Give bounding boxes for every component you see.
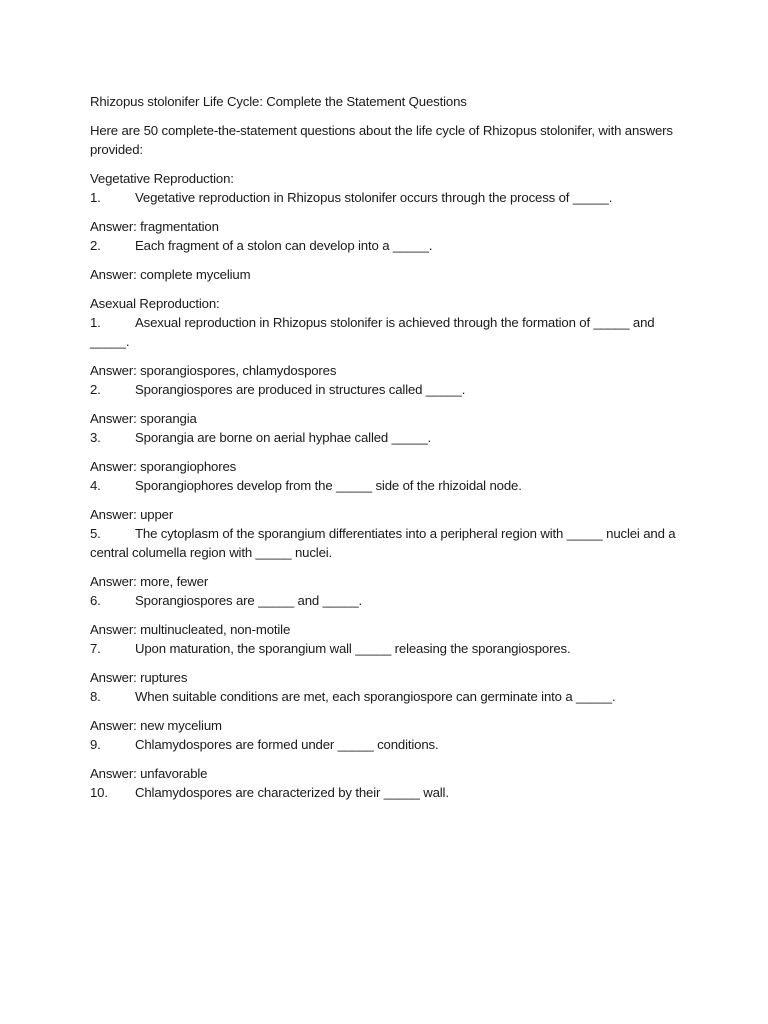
answer-text: Answer: new mycelium [90, 718, 222, 733]
question-text: Asexual reproduction in Rhizopus stolonifer is achieved through the formation of _____ and _____. [90, 315, 655, 349]
document-intro: Here are 50 complete-the-statement questions about the life cycle of Rhizopus stolonifer, with answers provided: [90, 123, 673, 157]
question-item [90, 236, 680, 255]
answer-text: Answer: unfavorable [90, 766, 208, 781]
question-item [90, 476, 680, 495]
answer-text: Answer: fragmentation [90, 219, 219, 234]
question-text: Sporangiophores develop from the _____ side of the rhizoidal node. [135, 478, 522, 493]
question-number: 6. [90, 593, 101, 608]
question-number: 5. [90, 526, 101, 541]
answer-text: Answer: multinucleated, non-motile [90, 622, 291, 637]
question-item [90, 591, 680, 610]
question-number: 7. [90, 641, 101, 656]
question-item [90, 687, 680, 706]
question-item [90, 313, 680, 351]
question-text: The cytoplasm of the sporangium differentiates into a peripheral region with _____ nuclei and a central columella region with _____ nuclei. [90, 526, 676, 560]
question-item [90, 188, 680, 207]
answer-text: Answer: sporangia [90, 411, 197, 426]
question-number: 4. [90, 478, 101, 493]
section-heading-vegetative: Vegetative Reproduction: [90, 171, 234, 186]
answer-text: Answer: complete mycelium [90, 267, 251, 282]
question-item [90, 783, 680, 802]
question-text: Sporangiospores are _____ and _____. [135, 593, 363, 608]
question-number: 2. [90, 238, 101, 253]
question-text: Chlamydospores are formed under _____ conditions. [135, 737, 439, 752]
question-item [90, 639, 680, 658]
answer-text: Answer: ruptures [90, 670, 188, 685]
question-item [90, 380, 680, 399]
answer-text: Answer: more, fewer [90, 574, 209, 589]
document-title: Rhizopus stolonifer Life Cycle: Complete the Statement Questions [90, 94, 467, 109]
document-body [90, 92, 680, 802]
question-number: 8. [90, 689, 101, 704]
answer-text: Answer: sporangiospores, chlamydospores [90, 363, 337, 378]
question-number: 9. [90, 737, 101, 752]
answer-text: Answer: sporangiophores [90, 459, 237, 474]
question-number: 3. [90, 430, 101, 445]
question-number: 1. [90, 190, 101, 205]
question-text: Chlamydospores are characterized by their _____ wall. [135, 785, 449, 800]
question-text: Sporangia are borne on aerial hyphae called _____. [135, 430, 432, 445]
question-text: Each fragment of a stolon can develop into a _____. [135, 238, 433, 253]
question-item [90, 524, 680, 562]
question-item [90, 428, 680, 447]
question-number: 1. [90, 315, 101, 330]
section-heading-asexual: Asexual Reproduction: [90, 296, 220, 311]
answer-text: Answer: upper [90, 507, 174, 522]
question-item [90, 735, 680, 754]
question-number: 2. [90, 382, 101, 397]
question-text: Vegetative reproduction in Rhizopus stolonifer occurs through the process of _____. [135, 190, 613, 205]
question-text: Upon maturation, the sporangium wall _____ releasing the sporangiospores. [135, 641, 571, 656]
question-text: When suitable conditions are met, each sporangiospore can germinate into a _____. [135, 689, 616, 704]
question-text: Sporangiospores are produced in structures called _____. [135, 382, 466, 397]
question-number: 10. [90, 785, 108, 800]
